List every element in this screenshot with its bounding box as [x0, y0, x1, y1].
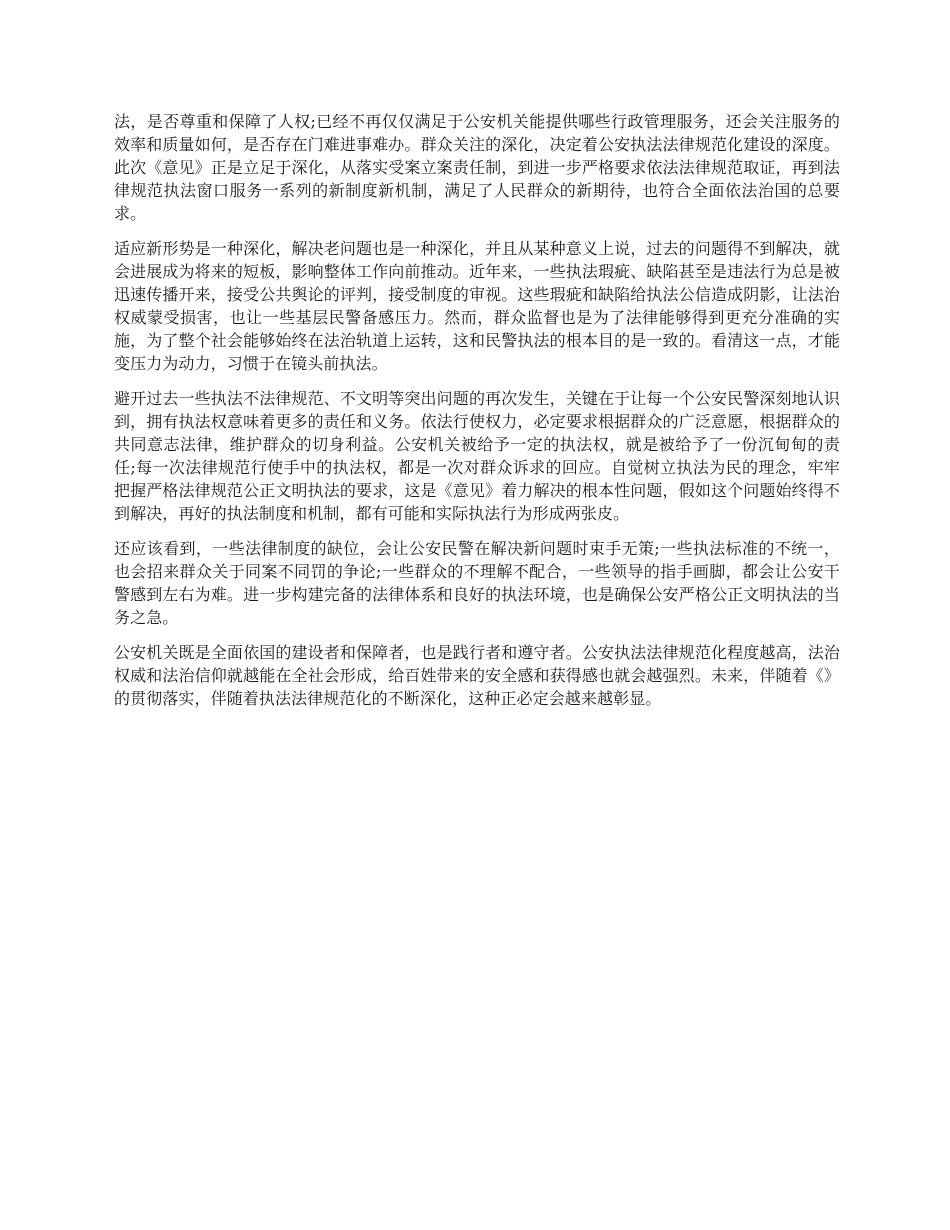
paragraph-3: 避开过去一些执法不法律规范、不文明等突出问题的再次发生，关键在于让每一个公安民警深刻地认识到，拥有执法权意味着更多的责任和义务。依法行使权力，必定要求根据群众的广泛意愿，根据群众的共同意志法律，维护群众的切身利益。公安机关被给予一定的执法权，就是被给予了一份沉甸甸的责任;每一次法律规范行使手中的执法权，都是一次对群众诉求的回应。自觉树立执法为民的理念，牢牢把握严格法律规范公正文明执法的要求，这是《意见》着力解决的根本性问题，假如这个问题始终得不到解决，再好的执法制度和机制，都有可能和实际执法行为形成两张皮。	[114, 389, 840, 523]
paragraph-4: 还应该看到，一些法律制度的缺位，会让公安民警在解决新问题时束手无策;一些执法标准的不统一，也会招来群众关于同案不同罚的争论;一些群众的不理解不配合，一些领导的指手画脚，都会让公安干警感到左右为难。进一步构建完备的法律体系和良好的执法环境，也是确保公安严格公正文明执法的当务之急。	[114, 539, 840, 627]
paragraph-2: 适应新形势是一种深化，解决老问题也是一种深化，并且从某种意义上说，过去的问题得不到解决，就会进展成为将来的短板，影响整体工作向前推动。近年来，一些执法瑕疵、缺陷甚至是违法行为总是被迅速传播开来，接受公共舆论的评判，接受制度的审视。这些瑕疵和缺陷给执法公信造成阴影，让法治权威蒙受损害，也让一些基层民警备感压力。然而，群众监督也是为了法律能够得到更充分准确的实施，为了整个社会能够始终在法治轨道上运转，这和民警执法的根本目的是一致的。看清这一点，才能变压力为动力，习惯于在镜头前执法。	[114, 239, 840, 373]
paragraph-1: 法，是否尊重和保障了人权;已经不再仅仅满足于公安机关能提供哪些行政管理服务，还会关注服务的效率和质量如何，是否存在门难进事难办。群众关注的深化，决定着公安执法法律规范化建设的深度。此次《意见》正是立足于深化，从落实受案立案责任制，到进一步严格要求依法法律规范取证，再到法律规范执法窗口服务一系列的新制度新机制，满足了人民群众的新期待，也符合全面依法治国的总要求。	[114, 112, 840, 223]
paragraph-5: 公安机关既是全面依国的建设者和保障者，也是践行者和遵守者。公安执法法律规范化程度越高，法治权威和法治信仰就越能在全社会形成，给百姓带来的安全感和获得感也就会越强烈。未来，伴随着《》的贯彻落实，伴随着执法法律规范化的不断深化，这种正必定会越来越彰显。	[114, 643, 840, 708]
document-body	[114, 110, 840, 722]
